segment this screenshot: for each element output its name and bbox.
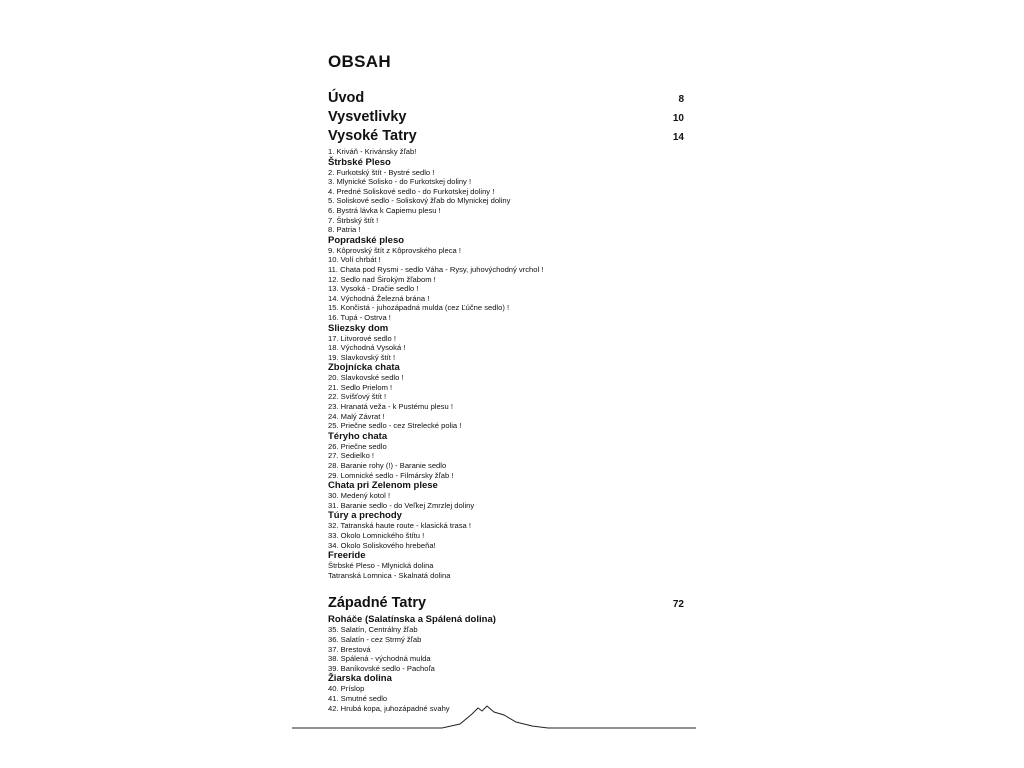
toc-entry: 1. Kriváň - Krivánsky žľab! [328,147,417,156]
toc-entry: 38. Spálená - východná mulda [328,654,431,664]
toc-entry: 24. Malý Závrat ! [328,411,385,421]
toc-chapter-page-number: 14 [672,132,684,143]
toc-entry: 3. Mlynické Solisko - do Furkotskej doliny ! [328,177,472,187]
table-of-contents [328,90,688,713]
toc-entry: 12. Sedlo nad Širokým žľabom ! [328,274,436,284]
toc-chapter-page-number: 10 [672,113,684,124]
toc-entry: 5. Soliskové sedlo - Soliskový žľab do Mlynickej doliny [328,196,511,206]
toc-entry: 31. Baranie sedlo - do Veľkej Zmrzlej doliny [328,500,475,510]
toc-entry: 18. Východná Vysoká ! [328,343,406,353]
toc-chapter [328,109,688,128]
toc-entry: 29. Lomnické sedlo - Filmársky žľab ! [328,470,454,480]
toc-entry: 10. Volí chrbát ! [328,255,381,265]
toc-section-heading: Popradské pleso [328,234,405,246]
toc-section-heading: Štrbské Pleso [328,156,391,168]
toc-entry: 27. Sedielko ! [328,451,375,461]
toc-entry: 41. Smutné sedlo [328,693,388,703]
toc-entry: 37. Brestová [328,644,371,654]
toc-section-heading: Túry a prechody [328,510,402,522]
toc-chapter [328,595,688,614]
toc-chapter-title: Vysvetlivky [328,109,407,125]
toc-section-heading: Roháče (Salatínska a Spálená dolina) [328,614,496,626]
toc-section-heading: Téryho chata [328,430,388,442]
toc-chapter-title: Úvod [328,90,365,106]
toc-entry: 35. Salatín, Centrálny žľab [328,625,418,635]
toc-chapter-page-number: 8 [678,94,684,105]
toc-entry: 15. Končistá - juhozápadná mulda (cez Ľúčne sedlo) ! [328,303,510,313]
page-title: OBSAH [328,52,391,71]
toc-entry: 8. Patria ! [328,225,361,235]
toc-entry: Tatranská Lomnica - Skalnatá dolina [328,570,451,580]
toc-entry: 34. Okolo Soliskového hrebeňa! [328,540,436,550]
mountain-ridge-decoration [292,700,696,736]
toc-entry: 6. Bystrá lávka k Capiemu plesu ! [328,205,441,215]
toc-section-heading: Zbojnícka chata [328,362,400,374]
toc-entry: 20. Slavkovské sedlo ! [328,373,404,383]
toc-entry: 4. Predné Soliskové sedlo - do Furkotskej doliny ! [328,186,495,196]
toc-chapter [328,90,688,109]
toc-entry: 39. Baníkovské sedlo - Pachoľa [328,663,435,673]
toc-chapter [328,128,688,147]
toc-entry: 42. Hrubá kopa, juhozápadné svahy [328,703,450,713]
toc-section-heading: Freeride [328,550,366,562]
toc-section-heading: Žiarska dolina [328,673,392,685]
toc-entry: 7. Štrbský štít ! [328,215,379,225]
toc-entry: 33. Okolo Lomnického štítu ! [328,531,425,540]
toc-entry: 22. Svišťový štít ! [328,392,387,402]
toc-entry: 28. Baranie rohy (!) - Baranie sedlo [328,461,447,471]
toc-entry: 2. Furkotský štít - Bystré sedlo ! [328,167,435,177]
toc-entry: 26. Priečne sedlo [328,441,387,451]
toc-entry: 9. Kôprovský štít z Kôprovského pleca ! [328,245,461,255]
toc-chapter-title: Vysoké Tatry [328,128,417,144]
toc-chapter-title: Západné Tatry [328,595,427,612]
toc-entry: 32. Tatranská haute route - klasická trasa ! [328,521,471,531]
toc-entry: 19. Slavkovský štít ! [328,352,396,362]
toc-section-heading: Sliezsky dom [328,322,389,334]
toc-entry: 25. Priečne sedlo - cez Strelecké polia ! [328,421,462,431]
toc-entry: 23. Hranatá veža - k Pustému plesu ! [328,402,453,412]
toc-entry: 30. Medený kotol ! [328,491,391,501]
toc-section-heading: Chata pri Zelenom plese [328,480,438,492]
toc-entry: 36. Salatín - cez Strmý žľab [328,634,422,644]
toc-entry: 16. Tupá - Ostrva ! [328,312,391,322]
toc-chapter-page-number: 72 [672,599,684,611]
toc-entry: 21. Sedlo Prielom ! [328,382,393,392]
toc-entry: Štrbské Pleso - Mlynická dolina [328,561,434,571]
toc-entry: 13. Vysoká - Dračie sedlo ! [328,284,419,294]
toc-entry: 11. Chata pod Rysmi - sedlo Váha - Rysy, juhovýchodný vrchol ! [328,264,544,274]
toc-entry: 17. Litvorové sedlo ! [328,333,396,343]
toc-entry: 40. Príslop [328,684,365,694]
toc-entry: 14. Východná Železná brána ! [328,293,430,303]
section-gap [328,580,688,595]
